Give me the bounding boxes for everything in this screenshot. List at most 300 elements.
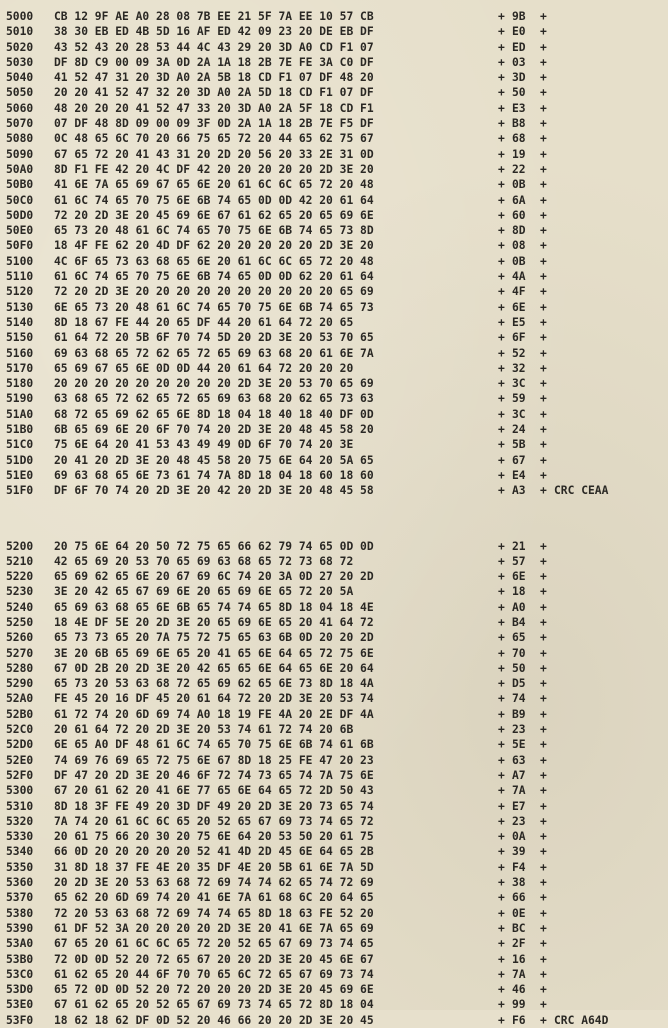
row-checksum: F6	[512, 1013, 540, 1028]
hex-row	[6, 437, 668, 452]
row-address: 52C0	[6, 722, 54, 737]
hex-row	[6, 315, 668, 330]
row-bytes: 43 52 43 20 28 53 44 4C 43 29 20 3D A0 CD F1 07	[54, 40, 498, 55]
checksum-plus-sign: +	[540, 691, 554, 706]
checksum-plus-sign: +	[540, 982, 554, 997]
row-checksum: 74	[512, 691, 540, 706]
row-checksum: E3	[512, 101, 540, 116]
row-address: 53E0	[6, 997, 54, 1012]
checksum-plus-sign: +	[498, 982, 512, 997]
row-checksum: 23	[512, 814, 540, 829]
checksum-plus-sign: +	[498, 330, 512, 345]
row-address: 52F0	[6, 768, 54, 783]
checksum-plus-sign: +	[540, 346, 554, 361]
hex-row	[6, 208, 668, 223]
checksum-plus-sign: +	[498, 1013, 512, 1028]
hex-row	[6, 223, 668, 238]
checksum-plus-sign: +	[498, 254, 512, 269]
checksum-plus-sign: +	[498, 269, 512, 284]
row-checksum: B8	[512, 116, 540, 131]
row-checksum: 5E	[512, 737, 540, 752]
checksum-plus-sign: +	[498, 661, 512, 676]
checksum-plus-sign: +	[498, 40, 512, 55]
row-bytes: 61 6C 74 65 70 75 6E 6B 74 65 0D 0D 42 20 61 64	[54, 193, 498, 208]
hex-row	[6, 468, 668, 483]
hex-row	[6, 238, 668, 253]
row-checksum: 9B	[512, 9, 540, 24]
row-address: 53B0	[6, 952, 54, 967]
row-bytes: 7A 74 20 61 6C 6C 65 20 52 65 67 69 73 74 65 72	[54, 814, 498, 829]
row-address: 50E0	[6, 223, 54, 238]
checksum-plus-sign: +	[540, 24, 554, 39]
checksum-plus-sign: +	[540, 799, 554, 814]
checksum-plus-sign: +	[498, 569, 512, 584]
row-bytes: 67 65 20 61 6C 6C 65 72 20 52 65 67 69 73 74 65	[54, 936, 498, 951]
checksum-plus-sign: +	[498, 615, 512, 630]
row-checksum: 99	[512, 997, 540, 1012]
row-bytes: 8D F1 FE 42 20 4C DF 42 20 20 20 20 20 2D 3E 20	[54, 162, 498, 177]
row-checksum: 0B	[512, 254, 540, 269]
checksum-plus-sign: +	[540, 844, 554, 859]
row-address: 5390	[6, 921, 54, 936]
row-bytes: 8D 18 3F FE 49 20 3D DF 49 20 2D 3E 20 73 65 74	[54, 799, 498, 814]
row-checksum: 46	[512, 982, 540, 997]
row-checksum: 5B	[512, 437, 540, 452]
row-bytes: 65 69 62 65 6E 20 67 69 6C 74 20 3A 0D 27 20 2D	[54, 569, 498, 584]
row-address: 51B0	[6, 422, 54, 437]
hex-row	[6, 453, 668, 468]
checksum-plus-sign: +	[540, 453, 554, 468]
checksum-plus-sign: +	[540, 315, 554, 330]
checksum-plus-sign: +	[498, 131, 512, 146]
row-checksum: 60	[512, 208, 540, 223]
row-checksum: E5	[512, 315, 540, 330]
row-bytes: 67 0D 2B 20 2D 3E 20 42 65 65 6E 64 65 6E 20 64	[54, 661, 498, 676]
checksum-plus-sign: +	[540, 539, 554, 554]
checksum-plus-sign: +	[498, 70, 512, 85]
checksum-plus-sign: +	[498, 921, 512, 936]
row-checksum: A7	[512, 768, 540, 783]
row-address: 5120	[6, 284, 54, 299]
checksum-plus-sign: +	[540, 569, 554, 584]
checksum-plus-sign: +	[498, 177, 512, 192]
row-bytes: 61 DF 52 3A 20 20 20 20 2D 3E 20 41 6E 7A 65 69	[54, 921, 498, 936]
row-address: 5190	[6, 391, 54, 406]
hex-row	[6, 284, 668, 299]
row-address: 51D0	[6, 453, 54, 468]
hex-row	[6, 952, 668, 967]
checksum-plus-sign: +	[498, 722, 512, 737]
row-bytes: 72 0D 0D 52 20 72 65 67 20 20 2D 3E 20 45 6E 67	[54, 952, 498, 967]
row-bytes: 74 69 76 69 65 72 75 6E 67 8D 18 25 FE 47 20 23	[54, 753, 498, 768]
row-address: 50B0	[6, 177, 54, 192]
checksum-plus-sign: +	[540, 131, 554, 146]
checksum-plus-sign: +	[498, 768, 512, 783]
row-checksum: 38	[512, 875, 540, 890]
hex-row	[6, 844, 668, 859]
row-bytes: 20 75 6E 64 20 50 72 75 65 66 62 79 74 65 0D 0D	[54, 539, 498, 554]
checksum-plus-sign: +	[498, 860, 512, 875]
hex-block-5200	[6, 539, 668, 1028]
checksum-plus-sign: +	[498, 799, 512, 814]
row-checksum: 16	[512, 952, 540, 967]
checksum-plus-sign: +	[540, 422, 554, 437]
checksum-plus-sign: +	[498, 346, 512, 361]
hex-row	[6, 630, 668, 645]
row-address: 5330	[6, 829, 54, 844]
row-bytes: 48 20 20 20 41 52 47 33 20 3D A0 2A 5F 18 CD F1	[54, 101, 498, 116]
row-checksum: 6E	[512, 300, 540, 315]
checksum-plus-sign: +	[540, 330, 554, 345]
checksum-plus-sign: +	[540, 952, 554, 967]
row-address: 5130	[6, 300, 54, 315]
row-bytes: 41 52 47 31 20 3D A0 2A 5B 18 CD F1 07 DF 48 20	[54, 70, 498, 85]
row-bytes: 41 6E 7A 65 69 67 65 6E 20 61 6C 6C 65 72 20 48	[54, 177, 498, 192]
row-bytes: 65 73 20 48 61 6C 74 65 70 75 6E 6B 74 65 73 8D	[54, 223, 498, 238]
row-checksum: 18	[512, 584, 540, 599]
row-address: 52D0	[6, 737, 54, 752]
checksum-plus-sign: +	[498, 829, 512, 844]
row-checksum: B9	[512, 707, 540, 722]
hex-row	[6, 967, 668, 982]
hex-row	[6, 860, 668, 875]
row-bytes: 61 72 74 20 6D 69 74 A0 18 19 FE 4A 20 2E DF 4A	[54, 707, 498, 722]
row-bytes: 20 2D 3E 20 53 63 68 72 69 74 74 62 65 74 72 69	[54, 875, 498, 890]
row-address: 5320	[6, 814, 54, 829]
row-address: 5040	[6, 70, 54, 85]
row-checksum: 6A	[512, 193, 540, 208]
row-checksum: 7A	[512, 967, 540, 982]
row-checksum: 0E	[512, 906, 540, 921]
hex-row	[6, 391, 668, 406]
checksum-plus-sign: +	[498, 101, 512, 116]
row-bytes: 72 20 2D 3E 20 20 20 20 20 20 20 20 20 20 65 69	[54, 284, 498, 299]
row-checksum: 4F	[512, 284, 540, 299]
row-checksum: ED	[512, 40, 540, 55]
hex-row	[6, 875, 668, 890]
hex-row	[6, 554, 668, 569]
row-checksum: 39	[512, 844, 540, 859]
row-bytes: 31 8D 18 37 FE 4E 20 35 DF 4E 20 5B 61 6E 7A 5D	[54, 860, 498, 875]
checksum-plus-sign: +	[498, 906, 512, 921]
row-checksum: 03	[512, 55, 540, 70]
row-bytes: 61 64 72 20 5B 6F 70 74 5D 20 2D 3E 20 53 70 65	[54, 330, 498, 345]
row-address: 5250	[6, 615, 54, 630]
row-checksum: 50	[512, 85, 540, 100]
row-checksum: 70	[512, 646, 540, 661]
row-checksum: 0B	[512, 177, 540, 192]
checksum-plus-sign: +	[498, 875, 512, 890]
checksum-plus-sign: +	[540, 906, 554, 921]
hex-row	[6, 691, 668, 706]
row-checksum: 19	[512, 147, 540, 162]
row-checksum: 7A	[512, 783, 540, 798]
checksum-plus-sign: +	[540, 875, 554, 890]
checksum-plus-sign: +	[498, 24, 512, 39]
row-bytes: DF 47 20 2D 3E 20 46 6F 72 74 73 65 74 7A 75 6E	[54, 768, 498, 783]
checksum-plus-sign: +	[540, 70, 554, 85]
checksum-plus-sign: +	[498, 844, 512, 859]
checksum-plus-sign: +	[498, 468, 512, 483]
hex-row	[6, 600, 668, 615]
checksum-plus-sign: +	[498, 361, 512, 376]
row-address: 50D0	[6, 208, 54, 223]
row-address: 5070	[6, 116, 54, 131]
hex-row	[6, 162, 668, 177]
checksum-plus-sign: +	[540, 162, 554, 177]
row-bytes: DF 8D C9 00 09 3A 0D 2A 1A 18 2B 7E FE 3A C0 DF	[54, 55, 498, 70]
checksum-plus-sign: +	[498, 676, 512, 691]
checksum-plus-sign: +	[498, 85, 512, 100]
row-address: 5350	[6, 860, 54, 875]
row-checksum: 6F	[512, 330, 540, 345]
checksum-plus-sign: +	[498, 193, 512, 208]
row-address: 5080	[6, 131, 54, 146]
checksum-plus-sign: +	[498, 554, 512, 569]
hex-row	[6, 783, 668, 798]
hex-row	[6, 177, 668, 192]
checksum-plus-sign: +	[540, 753, 554, 768]
checksum-plus-sign: +	[498, 116, 512, 131]
row-bytes: CB 12 9F AE A0 28 08 7B EE 21 5F 7A EE 10 57 CB	[54, 9, 498, 24]
row-bytes: 66 0D 20 20 20 20 20 52 41 4D 2D 45 6E 64 65 2B	[54, 844, 498, 859]
row-bytes: 6E 65 73 20 48 61 6C 74 65 70 75 6E 6B 74 65 73	[54, 300, 498, 315]
checksum-plus-sign: +	[540, 101, 554, 116]
row-checksum: 32	[512, 361, 540, 376]
row-bytes: 8D 18 67 FE 44 20 65 DF 44 20 61 64 72 20 65	[54, 315, 498, 330]
hex-row	[6, 116, 668, 131]
checksum-plus-sign: +	[540, 554, 554, 569]
block-crc: CRC CEAA	[554, 483, 608, 498]
row-address: 52B0	[6, 707, 54, 722]
checksum-plus-sign: +	[540, 9, 554, 24]
row-bytes: 68 72 65 69 62 65 6E 8D 18 04 18 40 18 40 DF 0D	[54, 407, 498, 422]
checksum-plus-sign: +	[498, 783, 512, 798]
hex-row	[6, 376, 668, 391]
row-address: 5010	[6, 24, 54, 39]
row-address: 5310	[6, 799, 54, 814]
checksum-plus-sign: +	[540, 437, 554, 452]
row-bytes: 20 20 20 20 20 20 20 20 20 2D 3E 20 53 70 65 69	[54, 376, 498, 391]
checksum-plus-sign: +	[540, 147, 554, 162]
hex-row	[6, 707, 668, 722]
checksum-plus-sign: +	[498, 646, 512, 661]
checksum-plus-sign: +	[540, 814, 554, 829]
row-address: 50A0	[6, 162, 54, 177]
row-bytes: 18 4F FE 62 20 4D DF 62 20 20 20 20 20 2D 3E 20	[54, 238, 498, 253]
row-address: 5210	[6, 554, 54, 569]
row-checksum: 0A	[512, 829, 540, 844]
checksum-plus-sign: +	[540, 284, 554, 299]
row-address: 50F0	[6, 238, 54, 253]
hex-row	[6, 254, 668, 269]
row-checksum: 6E	[512, 569, 540, 584]
checksum-plus-sign: +	[498, 238, 512, 253]
row-address: 5340	[6, 844, 54, 859]
checksum-plus-sign: +	[498, 223, 512, 238]
row-bytes: 65 69 67 65 6E 0D 0D 44 20 61 64 72 20 20 20	[54, 361, 498, 376]
row-checksum: F4	[512, 860, 540, 875]
checksum-plus-sign: +	[498, 753, 512, 768]
checksum-plus-sign: +	[498, 422, 512, 437]
hex-row	[6, 661, 668, 676]
hex-row	[6, 407, 668, 422]
checksum-plus-sign: +	[540, 783, 554, 798]
checksum-plus-sign: +	[540, 116, 554, 131]
hex-row	[6, 829, 668, 844]
checksum-plus-sign: +	[540, 193, 554, 208]
row-checksum: 59	[512, 391, 540, 406]
checksum-plus-sign: +	[498, 284, 512, 299]
row-address: 53C0	[6, 967, 54, 982]
row-address: 5000	[6, 9, 54, 24]
row-checksum: 67	[512, 453, 540, 468]
row-address: 5200	[6, 539, 54, 554]
row-bytes: 65 72 0D 0D 52 20 72 20 20 20 2D 3E 20 45 69 6E	[54, 982, 498, 997]
row-address: 5290	[6, 676, 54, 691]
hex-row	[6, 9, 668, 24]
row-bytes: 69 63 68 65 72 62 65 72 65 69 63 68 20 61 6E 7A	[54, 346, 498, 361]
checksum-plus-sign: +	[540, 676, 554, 691]
row-checksum: 50	[512, 661, 540, 676]
row-bytes: 67 20 61 62 20 41 6E 77 65 6E 64 65 72 2D 50 43	[54, 783, 498, 798]
checksum-plus-sign: +	[498, 814, 512, 829]
row-address: 5360	[6, 875, 54, 890]
checksum-plus-sign: +	[540, 997, 554, 1012]
hex-row	[6, 646, 668, 661]
checksum-plus-sign: +	[540, 707, 554, 722]
row-bytes: 69 63 68 65 6E 73 61 74 7A 8D 18 04 18 60 18 60	[54, 468, 498, 483]
row-address: 5280	[6, 661, 54, 676]
checksum-plus-sign: +	[540, 600, 554, 615]
checksum-plus-sign: +	[540, 860, 554, 875]
checksum-plus-sign: +	[498, 147, 512, 162]
checksum-plus-sign: +	[540, 661, 554, 676]
row-bytes: 20 61 64 72 20 2D 3E 20 53 74 61 72 74 20 6B	[54, 722, 498, 737]
checksum-plus-sign: +	[540, 254, 554, 269]
hex-row	[6, 814, 668, 829]
checksum-plus-sign: +	[540, 177, 554, 192]
checksum-plus-sign: +	[540, 208, 554, 223]
row-checksum: B4	[512, 615, 540, 630]
row-address: 5380	[6, 906, 54, 921]
checksum-plus-sign: +	[498, 300, 512, 315]
hex-row	[6, 906, 668, 921]
row-bytes: 3E 20 42 65 67 69 6E 20 65 69 6E 65 72 20 5A	[54, 584, 498, 599]
row-bytes: 67 65 72 20 41 43 31 20 2D 20 56 20 33 2E 31 0D	[54, 147, 498, 162]
checksum-plus-sign: +	[540, 269, 554, 284]
hex-row	[6, 193, 668, 208]
row-bytes: 75 6E 64 20 41 53 43 49 49 0D 6F 70 74 20 3E	[54, 437, 498, 452]
hex-row	[6, 131, 668, 146]
row-bytes: 65 73 20 53 63 68 72 65 69 62 65 6E 73 8D 18 4A	[54, 676, 498, 691]
row-bytes: 67 61 62 65 20 52 65 67 69 73 74 65 72 8D 18 04	[54, 997, 498, 1012]
hex-row	[6, 615, 668, 630]
checksum-plus-sign: +	[498, 584, 512, 599]
checksum-plus-sign: +	[540, 238, 554, 253]
row-checksum: 63	[512, 753, 540, 768]
checksum-plus-sign: +	[540, 921, 554, 936]
checksum-plus-sign: +	[498, 407, 512, 422]
row-address: 53F0	[6, 1013, 54, 1028]
row-checksum: 24	[512, 422, 540, 437]
hex-row	[6, 936, 668, 951]
row-address: 5170	[6, 361, 54, 376]
checksum-plus-sign: +	[498, 453, 512, 468]
checksum-plus-sign: +	[540, 468, 554, 483]
checksum-plus-sign: +	[498, 707, 512, 722]
row-bytes: FE 45 20 16 DF 45 20 61 64 72 20 2D 3E 20 53 74	[54, 691, 498, 706]
row-checksum: 3D	[512, 70, 540, 85]
row-checksum: 57	[512, 554, 540, 569]
checksum-plus-sign: +	[540, 768, 554, 783]
hex-row	[6, 55, 668, 70]
block-crc: CRC A64D	[554, 1013, 608, 1028]
row-bytes: DF 6F 70 74 20 2D 3E 20 42 20 2D 3E 20 48 45 58	[54, 483, 498, 498]
row-bytes: 61 62 65 20 44 6F 70 70 65 6C 72 65 67 69 73 74	[54, 967, 498, 982]
row-bytes: 72 20 2D 3E 20 45 69 6E 67 61 62 65 20 65 69 6E	[54, 208, 498, 223]
row-address: 5110	[6, 269, 54, 284]
row-checksum: 3C	[512, 407, 540, 422]
row-address: 5050	[6, 85, 54, 100]
checksum-plus-sign: +	[498, 630, 512, 645]
row-address: 51F0	[6, 483, 54, 498]
checksum-plus-sign: +	[540, 584, 554, 599]
hex-row	[6, 483, 668, 498]
row-address: 53D0	[6, 982, 54, 997]
row-bytes: 20 41 20 2D 3E 20 48 45 58 20 75 6E 64 20 5A 65	[54, 453, 498, 468]
row-address: 5260	[6, 630, 54, 645]
row-bytes: 42 65 69 20 53 70 65 69 63 68 65 72 73 68 72	[54, 554, 498, 569]
row-bytes: 61 6C 74 65 70 75 6E 6B 74 65 0D 0D 62 20 61 64	[54, 269, 498, 284]
hex-row	[6, 269, 668, 284]
hex-row	[6, 997, 668, 1012]
row-bytes: 18 62 18 62 DF 0D 52 20 46 66 20 20 2D 3E 20 45	[54, 1013, 498, 1028]
checksum-plus-sign: +	[498, 539, 512, 554]
row-address: 51C0	[6, 437, 54, 452]
row-checksum: 52	[512, 346, 540, 361]
row-checksum: 21	[512, 539, 540, 554]
row-address: 5300	[6, 783, 54, 798]
row-address: 53A0	[6, 936, 54, 951]
checksum-plus-sign: +	[498, 890, 512, 905]
checksum-plus-sign: +	[498, 737, 512, 752]
checksum-plus-sign: +	[540, 391, 554, 406]
checksum-plus-sign: +	[540, 737, 554, 752]
hex-row	[6, 569, 668, 584]
row-address: 51A0	[6, 407, 54, 422]
row-bytes: 3E 20 6B 65 69 6E 65 20 41 65 6E 64 65 72 75 6E	[54, 646, 498, 661]
checksum-plus-sign: +	[540, 40, 554, 55]
row-bytes: 4C 6F 65 73 63 68 65 6E 20 61 6C 6C 65 72 20 48	[54, 254, 498, 269]
checksum-plus-sign: +	[540, 55, 554, 70]
row-address: 5100	[6, 254, 54, 269]
row-bytes: 63 68 65 72 62 65 72 65 69 63 68 20 62 65 73 63	[54, 391, 498, 406]
checksum-plus-sign: +	[540, 615, 554, 630]
checksum-plus-sign: +	[540, 407, 554, 422]
hex-row	[6, 346, 668, 361]
checksum-plus-sign: +	[540, 936, 554, 951]
row-checksum: 66	[512, 890, 540, 905]
checksum-plus-sign: +	[540, 646, 554, 661]
row-checksum: E7	[512, 799, 540, 814]
hex-row	[6, 101, 668, 116]
hex-row	[6, 584, 668, 599]
row-address: 5240	[6, 600, 54, 615]
row-address: 5090	[6, 147, 54, 162]
checksum-plus-sign: +	[498, 376, 512, 391]
row-bytes: 38 30 EB ED 4B 5D 16 AF ED 42 09 23 20 DE EB DF	[54, 24, 498, 39]
